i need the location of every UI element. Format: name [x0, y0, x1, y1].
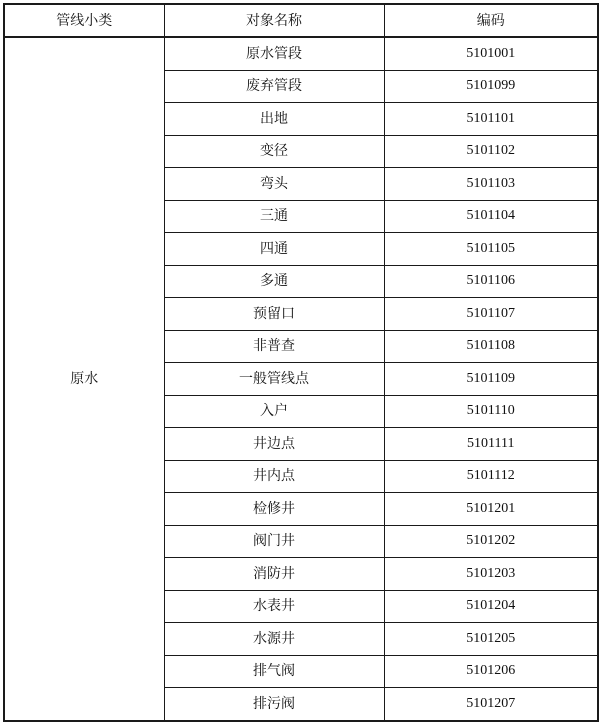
table-body	[4, 37, 598, 721]
code-cell: 5101202	[384, 525, 598, 558]
object-name-cell: 水表井	[164, 590, 384, 623]
code-cell: 5101099	[384, 70, 598, 103]
code-cell: 5101112	[384, 460, 598, 493]
header-object-name: 对象名称	[164, 4, 384, 37]
code-cell: 5101102	[384, 135, 598, 168]
object-name-cell: 废弃管段	[164, 70, 384, 103]
table-header	[4, 4, 598, 37]
object-name-cell: 原水管段	[164, 37, 384, 70]
code-cell: 5101103	[384, 168, 598, 201]
object-name-cell: 非普查	[164, 330, 384, 363]
code-cell: 5101109	[384, 363, 598, 396]
object-name-cell: 弯头	[164, 168, 384, 201]
header-row	[4, 4, 598, 37]
object-name-cell: 出地	[164, 103, 384, 136]
code-cell: 5101001	[384, 37, 598, 70]
object-name-cell: 入户	[164, 395, 384, 428]
code-cell: 5101104	[384, 200, 598, 233]
code-cell: 5101206	[384, 655, 598, 688]
code-cell: 5101107	[384, 298, 598, 331]
object-name-cell: 排污阀	[164, 688, 384, 721]
code-cell: 5101106	[384, 265, 598, 298]
object-name-cell: 三通	[164, 200, 384, 233]
code-cell: 5101108	[384, 330, 598, 363]
object-name-cell: 预留口	[164, 298, 384, 331]
object-name-cell: 井边点	[164, 428, 384, 461]
table-row	[4, 37, 598, 70]
code-cell: 5101101	[384, 103, 598, 136]
code-cell: 5101111	[384, 428, 598, 461]
object-name-cell: 井内点	[164, 460, 384, 493]
subcategory-cell: 原水	[4, 37, 164, 721]
code-cell: 5101205	[384, 623, 598, 656]
code-cell: 5101207	[384, 688, 598, 721]
code-cell: 5101201	[384, 493, 598, 526]
object-name-cell: 水源井	[164, 623, 384, 656]
code-cell: 5101204	[384, 590, 598, 623]
pipeline-code-table	[3, 3, 599, 722]
object-name-cell: 排气阀	[164, 655, 384, 688]
code-cell: 5101110	[384, 395, 598, 428]
object-name-cell: 四通	[164, 233, 384, 266]
object-name-cell: 阀门井	[164, 525, 384, 558]
code-cell: 5101105	[384, 233, 598, 266]
object-name-cell: 检修井	[164, 493, 384, 526]
header-code: 编码	[384, 4, 598, 37]
code-cell: 5101203	[384, 558, 598, 591]
object-name-cell: 一般管线点	[164, 363, 384, 396]
object-name-cell: 多通	[164, 265, 384, 298]
object-name-cell: 消防井	[164, 558, 384, 591]
object-name-cell: 变径	[164, 135, 384, 168]
header-subcategory: 管线小类	[4, 4, 164, 37]
